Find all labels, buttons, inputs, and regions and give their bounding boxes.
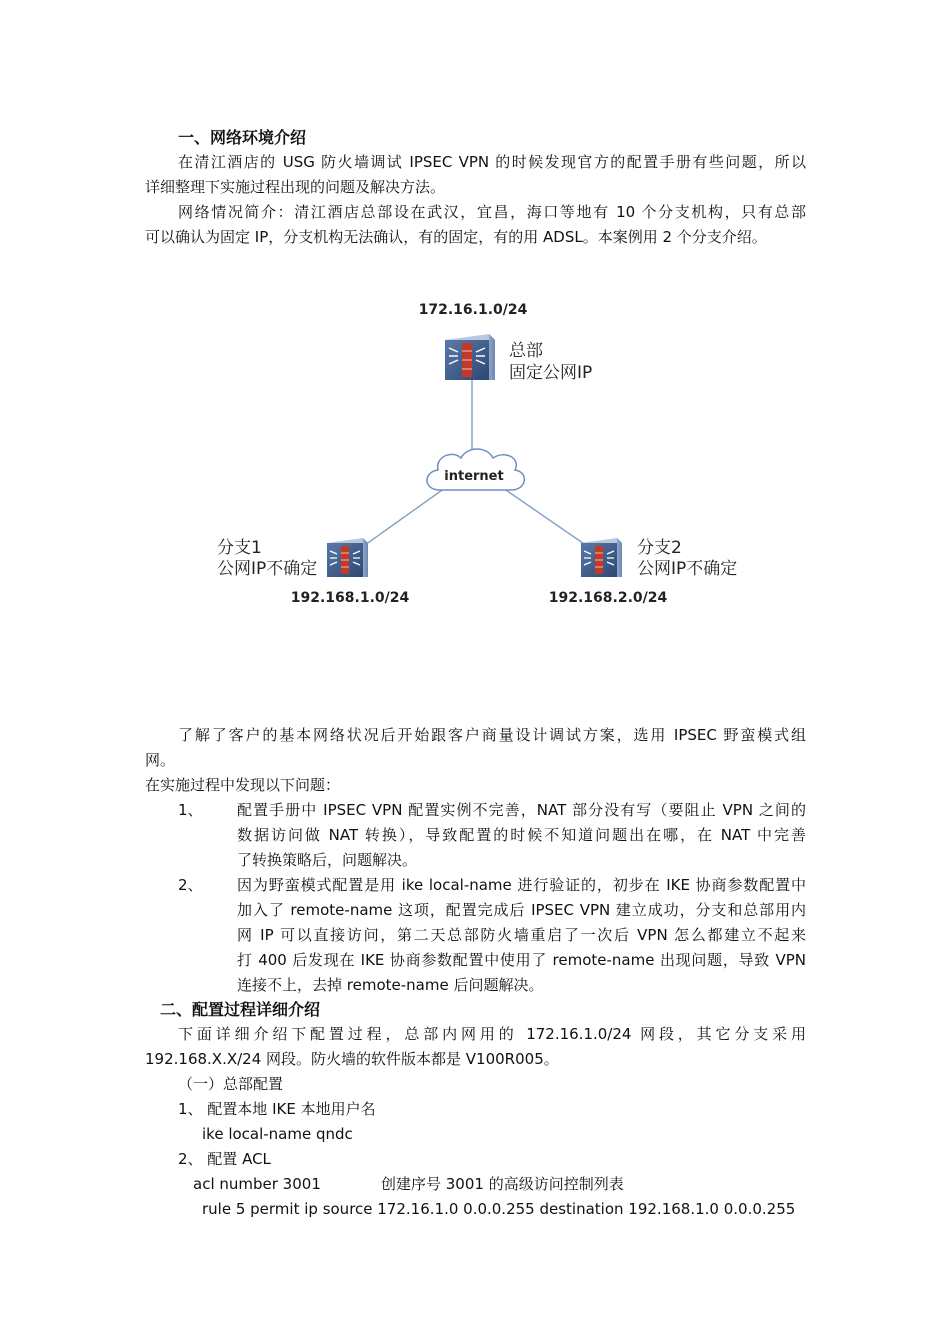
paragraph-5-line-2: 192.168.X.X/24 网段。防火墙的软件版本都是 V100R005。 [145,1050,559,1068]
link-internet-branch1 [365,488,445,545]
list-item-1-number: 1、 [178,801,203,819]
section-heading-1: 一、网络环境介绍 [178,128,307,147]
command-3: rule 5 permit ip source 172.16.1.0 0.0.0.255 destination 192.168.1.0 0.0.0.255 [202,1200,796,1218]
paragraph-3-line-2: 网。 [145,751,176,769]
command-2-note: 创建序号 3001 的高级访问控制列表 [381,1175,624,1193]
step-2-title: 2、 配置 ACL [178,1150,271,1168]
branch2-subnet-label: 192.168.2.0/24 [548,590,668,606]
list-item-1-line-1: 配置手册中 IPSEC VPN 配置实例不完善，NAT 部分没有写（要阻止 VPN 之间的 [237,801,806,819]
step-1-title: 1、 配置本地 IKE 本地用户名 [178,1100,376,1118]
branch1-ip-label: 公网IP不确定 [217,559,318,579]
paragraph-2-line-1: 网络情况简介：清江酒店总部设在武汉，宜昌，海口等地有 10 个分支机构，只有总部 [178,203,806,221]
list-item-2-number: 2、 [178,876,203,894]
internet-label: internet [444,469,504,484]
branch1-firewall-icon [327,538,368,577]
hq-firewall-icon [445,334,495,380]
list-item-2-line-3: 网 IP 可以直接访问，第二天总部防火墙重启了一次后 VPN 怎么都建立不起来 [237,926,806,944]
paragraph-1-line-1: 在清江酒店的 USG 防火墙调试 IPSEC VPN 的时候发现官方的配置手册有些问题，所以 [178,153,806,171]
paragraph-5-line-1: 下面详细介绍下配置过程，总部内网用的 172.16.1.0/24 网段，其它分支采用 [178,1025,806,1043]
hq-name-label: 总部 [509,341,543,361]
link-internet-branch2 [503,488,590,548]
list-item-2-line-2: 加入了 remote-name 这项，配置完成后 IPSEC VPN 建立成功，分支和总部用内 [237,901,806,919]
branch2-ip-label: 公网IP不确定 [637,559,738,579]
paragraph-4: 在实施过程中发现以下问题： [145,776,341,794]
list-item-1-line-3: 了转换策略后，问题解决。 [237,851,418,869]
list-item-1-line-2: 数据访问做 NAT 转换），导致配置的时候不知道问题出在哪，在 NAT 中完善 [237,826,806,844]
list-item-2-line-4: 打 400 后发现在 IKE 协商参数配置中使用了 remote-name 出现问题，导致 VPN [237,951,806,969]
network-diagram [195,290,755,620]
section-heading-2: 二、配置过程详细介绍 [160,1000,321,1019]
list-item-2-line-5: 连接不上，去掉 remote-name 后问题解决。 [237,976,544,994]
branch2-name-label: 分支2 [637,538,682,558]
hq-subnet-label: 172.16.1.0/24 [418,302,528,318]
branch2-firewall-icon [581,538,622,577]
command-1: ike local-name qndc [202,1125,353,1143]
command-2: acl number 3001 [193,1175,321,1193]
paragraph-2-line-2: 可以确认为固定 IP，分支机构无法确认，有的固定，有的用 ADSL。本案例用 2 个分支介绍。 [145,228,767,246]
paragraph-3-line-1: 了解了客户的基本网络状况后开始跟客户商量设计调试方案，选用 IPSEC 野蛮模式组 [178,726,806,744]
list-item-2-line-1: 因为野蛮模式配置是用 ike local-name 进行验证的，初步在 IKE 协商参数配置中 [237,876,806,894]
hq-ip-label: 固定公网IP [509,363,593,383]
subsection-heading-hq: （一）总部配置 [178,1075,284,1093]
branch1-subnet-label: 192.168.1.0/24 [290,590,410,606]
branch1-name-label: 分支1 [217,538,262,558]
paragraph-1-line-2: 详细整理下实施过程出现的问题及解决方法。 [145,178,446,196]
